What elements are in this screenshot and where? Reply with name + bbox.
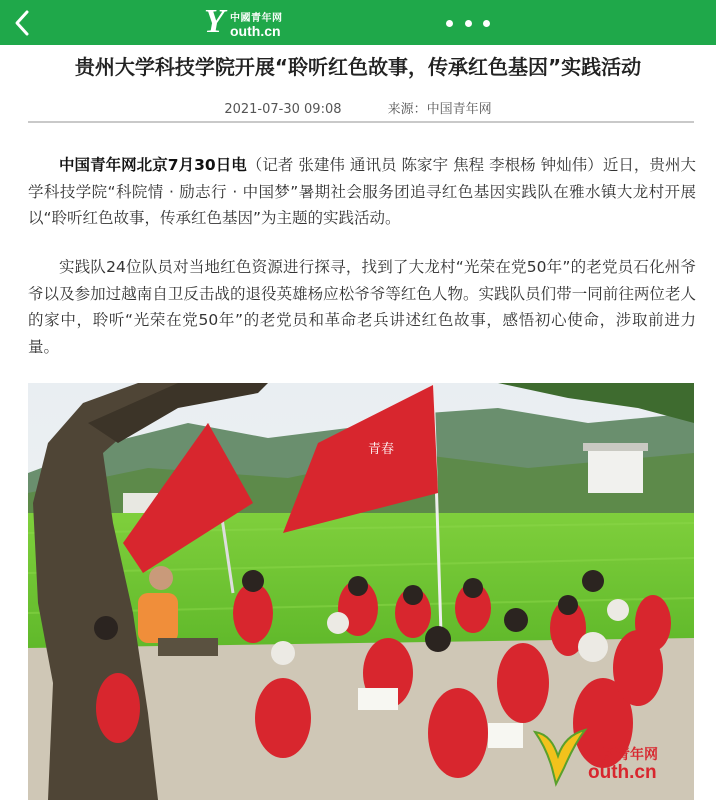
flag-text: 青春 <box>368 442 395 457</box>
article-paragraph-1 <box>28 152 696 232</box>
article-source: 来源：中国青年网 <box>387 102 492 117</box>
watermark-top-text: 中國青年网 <box>588 747 658 763</box>
article-meta <box>0 98 716 117</box>
watermark-url-text: outh.cn <box>588 762 657 783</box>
dateline: 中国青年网北京7月30日电 <box>59 156 247 174</box>
article-title: 贵州大学科技学院开展“聆听红色故事，传承红色基因”实践活动 <box>74 55 642 79</box>
title-divider <box>28 121 694 123</box>
logo-y-mark: Y <box>204 3 225 40</box>
top-navigation-bar <box>0 0 716 45</box>
youth-logo-icon <box>530 724 590 788</box>
article-paragraph-2: 实践队24位队员对当地红色资源进行探寻，找到了大龙村“光荣在党50年”的老党员石化州爷爷以及参加过越南自卫反击战的退役英雄杨应松爷爷等红色人物。实践队员们带一同前往两位老人的家中，聆听“光荣在党50年”的老党员和革命老兵讲述红色故事，感悟初心使命，涉取前进力量。 <box>28 258 696 356</box>
chevron-left-icon <box>10 8 36 38</box>
youth-cn-logo[interactable] <box>200 3 290 43</box>
more-button[interactable] <box>446 12 490 34</box>
logo-url-text: outh.cn <box>230 23 281 39</box>
more-dots-icon <box>446 20 453 27</box>
article-date: 2021-07-30 09:08 <box>224 102 342 117</box>
paragraph-1-body: （记者 张建伟 通讯员 陈家宇 焦程 李根杨 钟灿伟）近日，贵州大学科技学院“科院情 · 励志行 · 中国梦”暑期社会服务团追寻红色基因实践队在雅水镇大龙村开展以“聆听红色故事，传承红色基因”为主题的实践活动。 <box>28 156 696 227</box>
logo-top-text: 中國青年网 <box>230 13 283 24</box>
back-button[interactable] <box>10 8 36 38</box>
photo-watermark <box>530 720 680 790</box>
